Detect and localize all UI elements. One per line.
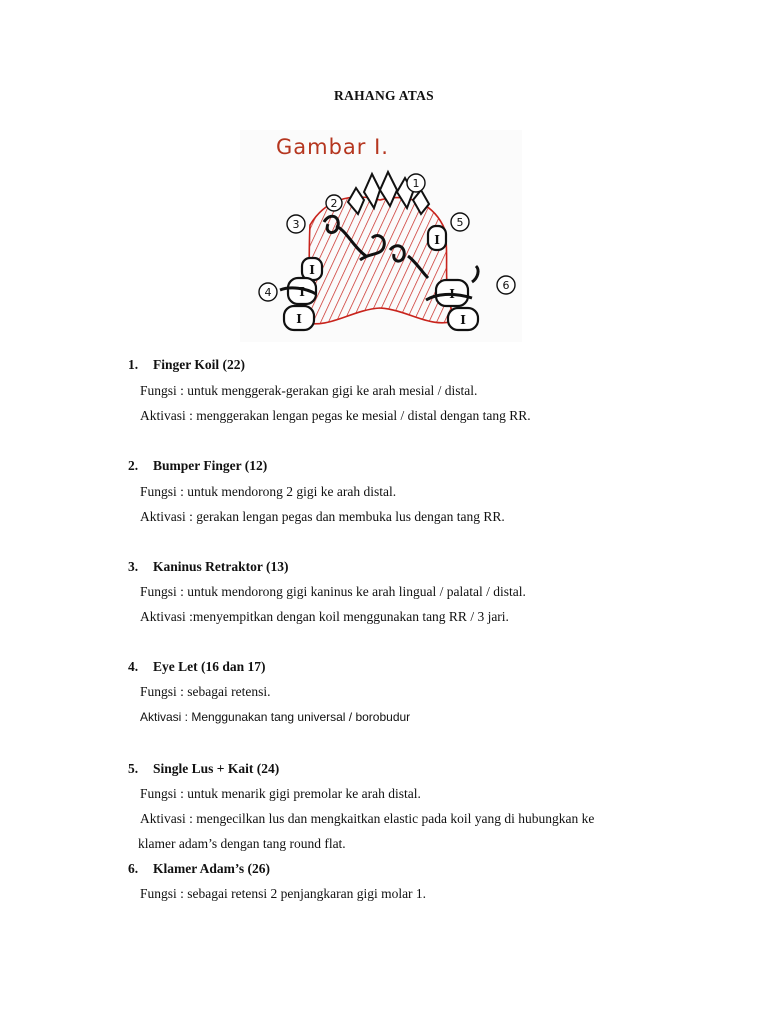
- marker-1: 1: [412, 177, 420, 190]
- item-line: Aktivasi : Menggunakan tang universal / borobudur: [140, 710, 411, 724]
- item-heading: 4. Eye Let (16 dan 17): [128, 659, 266, 674]
- item-heading: 2. Bumper Finger (12): [128, 458, 268, 473]
- item-line: Fungsi : untuk mendorong 2 gigi ke arah distal.: [140, 484, 397, 499]
- marker-5: 5: [456, 216, 464, 229]
- palate-plate: [300, 197, 458, 324]
- tooth-mark-5: I: [449, 287, 455, 301]
- tooth-mark-3: I: [296, 312, 302, 326]
- item-line: Aktivasi : menggerakan lengan pegas ke mesial / distal dengan tang RR.: [140, 408, 531, 423]
- item-heading: 5. Single Lus + Kait (24): [128, 761, 280, 776]
- item-line: Fungsi : sebagai retensi.: [140, 684, 271, 699]
- item-line: Aktivasi :menyempitkan dengan koil menggunakan tang RR / 3 jari.: [140, 609, 509, 624]
- item-line: Fungsi : untuk menggerak-gerakan gigi ke arah mesial / distal.: [140, 383, 478, 398]
- figure-label: Gambar I.: [276, 135, 389, 159]
- jaw-drawing: [240, 130, 522, 342]
- item-line: Fungsi : untuk menarik gigi premolar ke arah distal.: [140, 786, 421, 801]
- page-title: RAHANG ATAS: [334, 88, 434, 103]
- tooth-mark-4: I: [434, 233, 440, 247]
- item-heading: 1. Finger Koil (22): [128, 357, 245, 372]
- tooth-mark-6: I: [460, 313, 466, 327]
- item-heading: 6. Klamer Adam’s (26): [128, 861, 270, 876]
- item-line: klamer adam’s dengan tang round flat.: [138, 836, 346, 851]
- marker-3: 3: [292, 218, 300, 231]
- tooth-mark-2: I: [299, 285, 305, 299]
- item-line: Fungsi : untuk mendorong gigi kaninus ke arah lingual / palatal / distal.: [140, 584, 526, 599]
- item-line: Fungsi : sebagai retensi 2 penjangkaran gigi molar 1.: [140, 886, 427, 901]
- tooth-mark-1: I: [309, 263, 315, 277]
- item-heading: 3. Kaninus Retraktor (13): [128, 559, 289, 574]
- marker-4: 4: [264, 286, 272, 299]
- item-line: Aktivasi : gerakan lengan pegas dan membuka lus dengan tang RR.: [140, 509, 505, 524]
- marker-6: 6: [502, 279, 510, 292]
- marker-2: 2: [330, 197, 338, 210]
- drawing-figure: [240, 130, 522, 342]
- item-line: Aktivasi : mengecilkan lus dan mengkaitkan elastic pada koil yang di hubungkan ke: [140, 811, 595, 826]
